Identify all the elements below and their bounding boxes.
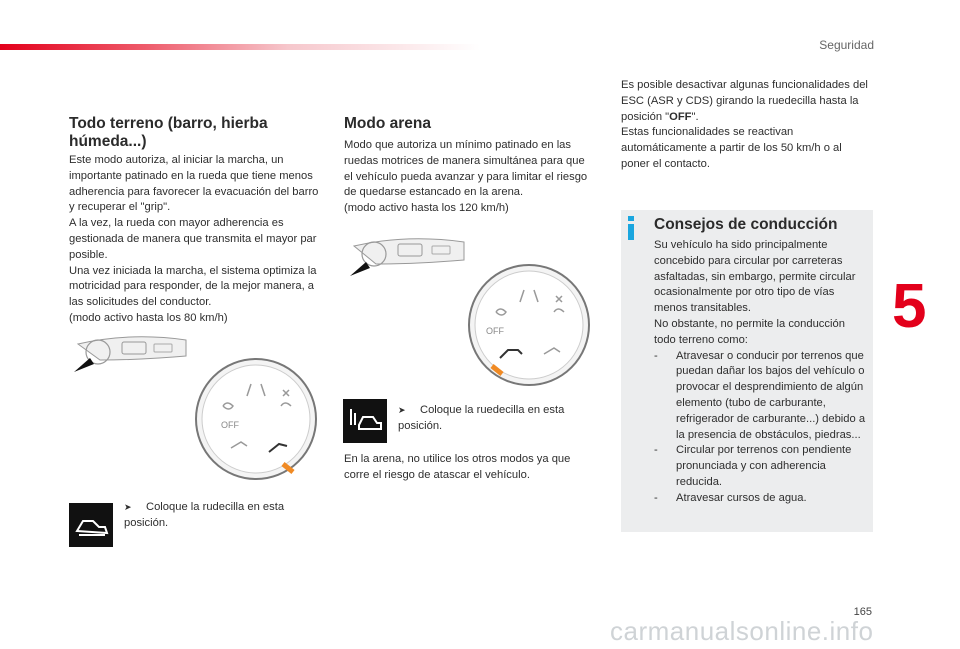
mode-dial: [466, 262, 592, 388]
col3-intro: [621, 78, 873, 173]
col1-body: [69, 153, 325, 327]
col1-paragraph: (modo activo hasta los 80 km/h): [69, 311, 228, 324]
watermark: carmanualsonline.info: [610, 616, 874, 646]
col2-paragraph: (modo activo hasta los 120 km/h): [344, 202, 509, 215]
section-title: Seguridad: [819, 38, 874, 52]
offroad-mode-icon: [69, 503, 113, 547]
col2-body: [344, 138, 594, 217]
list-item: - Circular por terrenos con pendiente pronunciada y con adherencia reducida.: [654, 444, 852, 488]
header-accent-bar: [0, 44, 480, 50]
dial-off-label: OFF: [221, 420, 239, 430]
col2-bullet: ➤ Coloque la ruedecilla en esta posición.: [398, 404, 565, 432]
tips-title: Consejos de conducción: [654, 216, 838, 233]
dial-off-label: OFF: [486, 326, 504, 336]
col1-paragraph: Este modo autoriza, al iniciar la marcha, un importante patinado en la rueda que tiene menos adherencia para favorecer la evacuación del barro y recuperar el "grip".: [69, 154, 319, 214]
esc-deactivation-text: Es posible desactivar algunas funcionalidades del ESC (ASR y CDS) girando la ruedecilla hasta la posición "OFF".: [621, 79, 868, 123]
dashboard-illustration: [346, 232, 468, 280]
col1-paragraph: Una vez iniciada la marcha, el sistema optimiza la motricidad para responder, de la mejor manera, a las solicitudes del conductor.: [69, 264, 317, 309]
dashboard-illustration: [70, 330, 190, 376]
tips-paragraph: Su vehículo ha sido principalmente concebido para circular por carreteras asfaltadas, sin embargo, permite circular ocasionalmente por otro tipo de vías menos transitables.: [654, 239, 856, 315]
info-icon: [626, 216, 636, 240]
col1-title: Todo terreno (barro, hierba húmeda...): [69, 115, 268, 150]
list-item: - Atravesar o conducir por terrenos que puedan dañar los bajos del vehículo o provocar el desprendimiento de algún elemento (tubo de carburante, refrigerador de carburante...) debido a la presencia de obstáculos, piedras...: [654, 349, 866, 441]
sand-mode-icon: [343, 399, 387, 443]
col1-bullet: ➤ Coloque la rudecilla en esta posición.: [124, 501, 285, 529]
chapter-number: 5: [892, 272, 927, 341]
esc-reactivation-text: Estas funcionalidades se reactivan automáticamente a partir de los 50 km/h o al poner el contacto.: [621, 126, 842, 170]
page-number: 165: [853, 606, 872, 618]
list-item: - Atravesar cursos de agua.: [654, 491, 807, 504]
col2-note: En la arena, no utilice los otros modos ya que corre el riesgo de atascar el vehículo.: [344, 453, 571, 481]
arrow-bullet-icon: ➤: [124, 502, 132, 512]
col1-paragraph: A la vez, la rueda con mayor adherencia es gestionada de manera que transmita el mayor par posible.: [69, 217, 317, 261]
arrow-bullet-icon: ➤: [398, 405, 406, 415]
col2-title: Modo arena: [344, 115, 431, 132]
tips-paragraph: No obstante, no permite la conducción todo terreno como:: [654, 317, 845, 346]
mode-dial: [193, 356, 319, 482]
tips-body: [654, 238, 869, 507]
col2-paragraph: Modo que autoriza un mínimo patinado en las ruedas motrices de manera simultánea para que el vehículo pueda avanzar y para limitar el riesgo de quedarse estancado en la arena.: [344, 139, 588, 199]
